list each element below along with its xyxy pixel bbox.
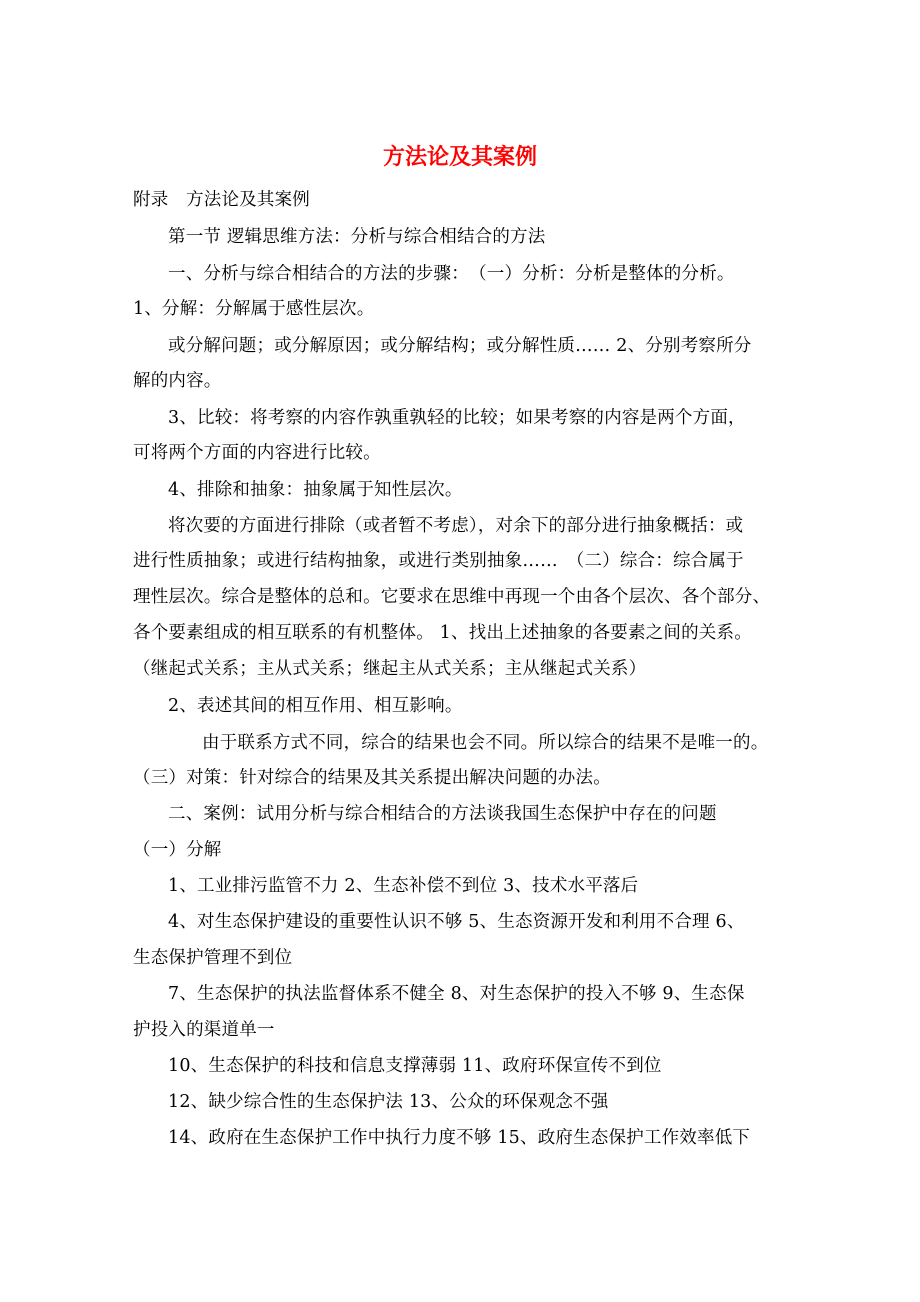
text-line: 可将两个方面的内容进行比较。 — [133, 443, 381, 463]
text-line-appendix: 附录 方法论及其案例 — [133, 190, 310, 210]
text-line: 2、表述其间的相互作用、相互影响。 — [168, 696, 463, 716]
text-line: 理性层次。综合是整体的总和。它要求在思维中再现一个由各个层次、各个部分、 — [133, 587, 771, 607]
text-line: 7、生态保护的执法监督体系不健全 8、对生态保护的投入不够 9、生态保 — [168, 984, 745, 1004]
text-line-section-2: 二、案例：试用分析与综合相结合的方法谈我国生态保护中存在的问题 — [168, 804, 717, 824]
page-title: 方法论及其案例 — [382, 144, 537, 170]
text-line: 各个要素组成的相互联系的有机整体。 1、找出上述抽象的各要素之间的关系。 — [133, 623, 752, 643]
text-line: （继起式关系；主从式关系；继起主从式关系；主从继起式关系） — [133, 659, 647, 679]
text-line: 由于联系方式不同，综合的结果也会不同。所以综合的结果不是唯一的。 — [202, 733, 769, 753]
text-line: 3、比较：将考察的内容作孰重孰轻的比较；如果考察的内容是两个方面， — [168, 408, 746, 428]
text-line: 生态保护管理不到位 — [133, 948, 293, 968]
text-line: 一、分析与综合相结合的方法的步骤： （一）分析：分析是整体的分析。 — [168, 264, 735, 284]
text-line: （三）对策：针对综合的结果及其关系提出解决问题的办法。 — [133, 768, 611, 788]
text-line: 解的内容。 — [133, 371, 222, 391]
text-line: 将次要的方面进行排除（或者暂不考虑），对余下的部分进行抽象概括：或 — [168, 516, 744, 536]
text-line: 护投入的渠道单一 — [133, 1020, 275, 1040]
text-line: 12、缺少综合性的生态保护法 13、公众的环保观念不强 — [168, 1092, 609, 1112]
text-line: 10、生态保护的科技和信息支撑薄弱 11、政府环保宣传不到位 — [168, 1056, 662, 1076]
text-line: 4、排除和抽象：抽象属于知性层次。 — [168, 480, 463, 500]
text-line: 或分解问题；或分解原因；或分解结构；或分解性质…… 2、分别考察所分 — [168, 336, 752, 356]
text-line: 1、工业排污监管不力 2、生态补偿不到位 3、技术水平落后 — [168, 876, 639, 896]
text-line: （一）分解 — [133, 840, 222, 860]
text-line: 进行性质抽象；或进行结构抽象，或进行类别抽象…… （二）综合：综合属于 — [133, 551, 744, 571]
text-line-section-1: 第一节 逻辑思维方法：分析与综合相结合的方法 — [168, 227, 546, 247]
text-line: 4、对生态保护建设的重要性认识不够 5、生态资源开发和利用不合理 6、 — [168, 912, 745, 932]
text-line: 1、分解：分解属于感性层次。 — [133, 299, 375, 319]
text-line: 14、政府在生态保护工作中执行力度不够 15、政府生态保护工作效率低下 — [168, 1128, 751, 1148]
